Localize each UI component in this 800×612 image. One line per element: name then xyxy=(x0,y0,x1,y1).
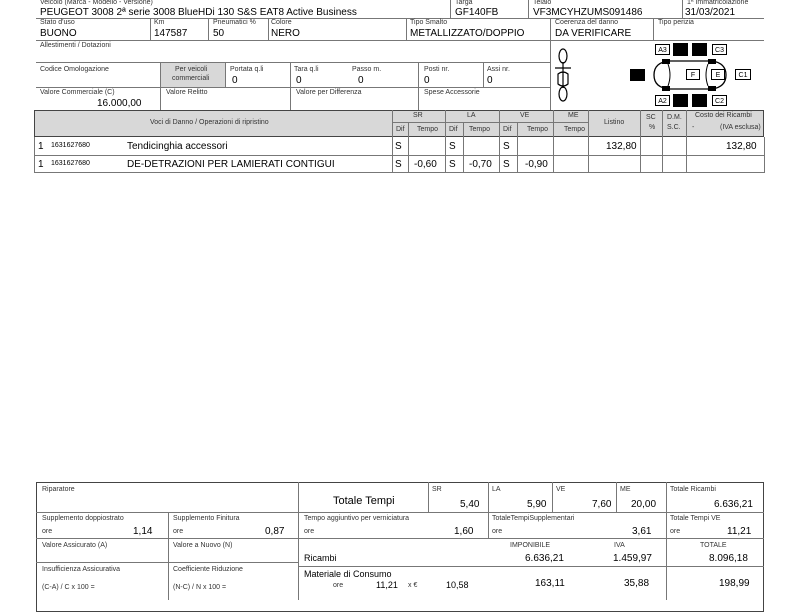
axles-label: Assi nr. xyxy=(487,66,510,73)
val-ass-label: Valore Assicurato (A) xyxy=(42,542,108,549)
supp-dopp-label: Supplemento doppiostrato xyxy=(42,515,124,522)
row-sr-dif: S xyxy=(395,159,402,170)
ore-label: ore xyxy=(42,528,53,535)
mat-imponibile: 163,11 xyxy=(535,578,565,589)
ve-label: VE xyxy=(556,486,566,493)
zone-a2: A2 xyxy=(655,95,670,106)
row-ve-tempo: -0,90 xyxy=(525,159,548,170)
imponibile-label: IMPONIBILE xyxy=(510,542,551,549)
reg-label: 1ª Immatricolazione xyxy=(687,0,749,6)
row-la-tempo: -0,70 xyxy=(469,159,492,170)
header-dash: - xyxy=(692,124,695,131)
coef-label: Coefficiente Riduzione xyxy=(173,566,243,573)
header-me-tempo: Tempo xyxy=(564,126,586,133)
header-la-tempo: Tempo xyxy=(469,126,491,133)
row-qty: 1 xyxy=(38,141,44,152)
vehicle-plate: GF140FB xyxy=(455,7,499,18)
row-sr-tempo: -0,60 xyxy=(414,159,437,170)
seats-value: 0 xyxy=(424,75,430,86)
supp-fin-label: Supplemento Finitura xyxy=(173,515,240,522)
val-nuovo-label: Valore a Nuovo (N) xyxy=(173,542,233,549)
header-sr: SR xyxy=(413,112,423,119)
km-value: 147587 xyxy=(154,28,188,39)
header-sr-tempo: Tempo xyxy=(417,126,439,133)
header-listino: Listino xyxy=(604,119,625,126)
totale-tempi-label: Totale Tempi xyxy=(333,495,395,507)
row-qty: 1 xyxy=(38,159,44,170)
comm-value: 16.000,00 xyxy=(97,98,142,109)
row-costo: 132,80 xyxy=(726,141,757,152)
extra-label: Spese Accessorie xyxy=(424,89,480,96)
header-ve-tempo: Tempo xyxy=(527,126,549,133)
ve-value: 7,60 xyxy=(592,499,612,510)
ricambi-totale: 8.096,18 xyxy=(709,553,748,564)
tot-ricambi-label: Totale Ricambi xyxy=(670,486,716,493)
riparatore-label: Riparatore xyxy=(42,486,75,493)
condition-value: BUONO xyxy=(40,28,77,39)
ore-label: ore xyxy=(670,528,681,535)
zone-c1: C1 xyxy=(735,69,751,80)
me-label: ME xyxy=(620,486,631,493)
header-sc: SC xyxy=(646,114,656,121)
ore-label: ore xyxy=(173,528,184,535)
color-label: Colore xyxy=(271,19,292,26)
load-label: Portata q.li xyxy=(230,66,264,73)
sr-label: SR xyxy=(432,486,442,493)
expertise-label: Tipo perizia xyxy=(658,19,694,26)
tot-ve-value: 11,21 xyxy=(727,526,752,537)
condition-label: Stato d'uso xyxy=(40,19,75,26)
tempo-agg-value: 1,60 xyxy=(454,526,474,537)
sr-value: 5,40 xyxy=(460,499,480,510)
tot-ricambi-value: 6.636,21 xyxy=(714,499,753,510)
commercial-label-2: commerciali xyxy=(172,75,210,82)
mat-totale: 198,99 xyxy=(719,578,750,589)
row-desc: Tendicinghia accessori xyxy=(127,141,228,152)
relitto-label: Valore Relitto xyxy=(166,89,208,96)
ins-label: Insufficienza Assicurativa xyxy=(42,566,121,573)
mat-iva: 35,88 xyxy=(624,578,650,589)
header-iva-escl: (IVA esclusa) xyxy=(720,124,761,131)
plate-label: Targa xyxy=(455,0,473,6)
row-code: 1631627680 xyxy=(51,160,90,167)
zone-c3: C3 xyxy=(712,44,727,55)
bike-icon xyxy=(548,44,578,106)
mat-x: x € xyxy=(408,582,418,589)
row-la-dif: S xyxy=(449,141,456,152)
row-code: 1631627680 xyxy=(51,142,90,149)
row-sr-dif: S xyxy=(395,141,402,152)
zone-c2: C2 xyxy=(712,95,727,106)
supp-dopp-value: 1,14 xyxy=(133,526,153,537)
diff-label: Valore per Differenza xyxy=(296,89,362,96)
model-label: Veicolo (Marca - Modello - Versione) xyxy=(40,0,153,6)
header-pct: % xyxy=(649,124,656,131)
mat-label: Materiale di Consumo xyxy=(304,569,392,579)
ore-label: ore xyxy=(333,582,344,589)
totale-label: TOTALE xyxy=(700,542,727,549)
vehicle-model: PEUGEOT 3008 2ª serie 3008 BlueHDi 130 S&S EAT8 Active Business xyxy=(40,7,357,18)
tyres-value: 50 xyxy=(213,28,225,39)
mat-ore: 11,21 xyxy=(376,580,398,590)
wheelbase-value: 0 xyxy=(358,75,364,86)
vehicle-vin: VF3MCYHZUMS091486 xyxy=(533,7,643,18)
row-ve-dif: S xyxy=(503,159,510,170)
tare-value: 0 xyxy=(296,75,302,86)
supp-fin-value: 0,87 xyxy=(265,526,285,537)
header-me: ME xyxy=(568,112,579,119)
row-listino: 132,80 xyxy=(606,141,637,152)
row-desc: DE-DETRAZIONI PER LAMIERATI CONTIGUI xyxy=(127,159,335,170)
nc-formula: (N-C) / N x 100 = xyxy=(173,584,227,591)
tempo-agg-label: Tempo aggiuntivo per verniciatura xyxy=(304,515,410,522)
tare-label: Tara q.li xyxy=(294,66,319,73)
axles-value: 0 xyxy=(487,75,493,86)
header-sc2: S.C. xyxy=(667,124,681,131)
mat-rate: 10,58 xyxy=(446,580,469,590)
header-costo: Costo dei Ricambi xyxy=(695,112,752,119)
paint-type-label: Tipo Smalto xyxy=(410,19,448,26)
row-la-dif: S xyxy=(449,159,456,170)
header-ve: VE xyxy=(520,112,530,119)
header-la-dif: Dif xyxy=(449,126,458,133)
la-label: LA xyxy=(492,486,501,493)
header-la: LA xyxy=(467,112,476,119)
commercial-label-1: Per veicoli xyxy=(175,66,208,73)
zone-e: E xyxy=(711,69,725,80)
tot-supp-label: TotaleTempiSupplementari xyxy=(492,515,575,522)
damage-coherence-label: Coerenza del danno xyxy=(555,19,619,26)
paint-type-value: METALLIZZATO/DOPPIO xyxy=(410,28,525,39)
row-ve-dif: S xyxy=(503,141,510,152)
me-value: 20,00 xyxy=(631,499,657,510)
la-value: 5,90 xyxy=(527,499,547,510)
header-ve-dif: Dif xyxy=(503,126,512,133)
zone-f: F xyxy=(686,69,700,80)
wheelbase-label: Passo m. xyxy=(352,66,382,73)
reg-date: 31/03/2021 xyxy=(685,7,736,18)
vin-label: Telaio xyxy=(533,0,552,6)
load-value: 0 xyxy=(232,75,238,86)
homolog-label: Codice Omologazione xyxy=(40,66,109,73)
color-value: NERO xyxy=(271,28,300,39)
header-dm: D.M. xyxy=(667,114,682,121)
ricambi-iva: 1.459,97 xyxy=(613,553,652,564)
tyres-label: Pneumatici % xyxy=(213,19,256,26)
seats-label: Posti nr. xyxy=(424,66,450,73)
tot-supp-value: 3,61 xyxy=(632,526,652,537)
ricambi-label: Ricambi xyxy=(304,553,337,563)
zone-a3: A3 xyxy=(655,44,670,55)
tot-ve-label: Totale Tempi VE xyxy=(670,515,721,522)
ricambi-imponibile: 6.636,21 xyxy=(525,553,564,564)
equipment-label: Allestimenti / Dotazioni xyxy=(40,42,111,49)
comm-value-label: Valore Commerciale (C) xyxy=(40,89,115,96)
header-sr-dif: Dif xyxy=(396,126,405,133)
ore-label: ore xyxy=(492,528,503,535)
ore-label: ore xyxy=(304,528,315,535)
header-main: Voci di Danno / Operazioni di ripristino xyxy=(150,119,269,126)
ca-formula: (C-A) / C x 100 = xyxy=(42,584,95,591)
km-label: Km xyxy=(154,19,165,26)
iva-label: IVA xyxy=(614,542,625,549)
damage-coherence-value: DA VERIFICARE xyxy=(555,28,632,39)
